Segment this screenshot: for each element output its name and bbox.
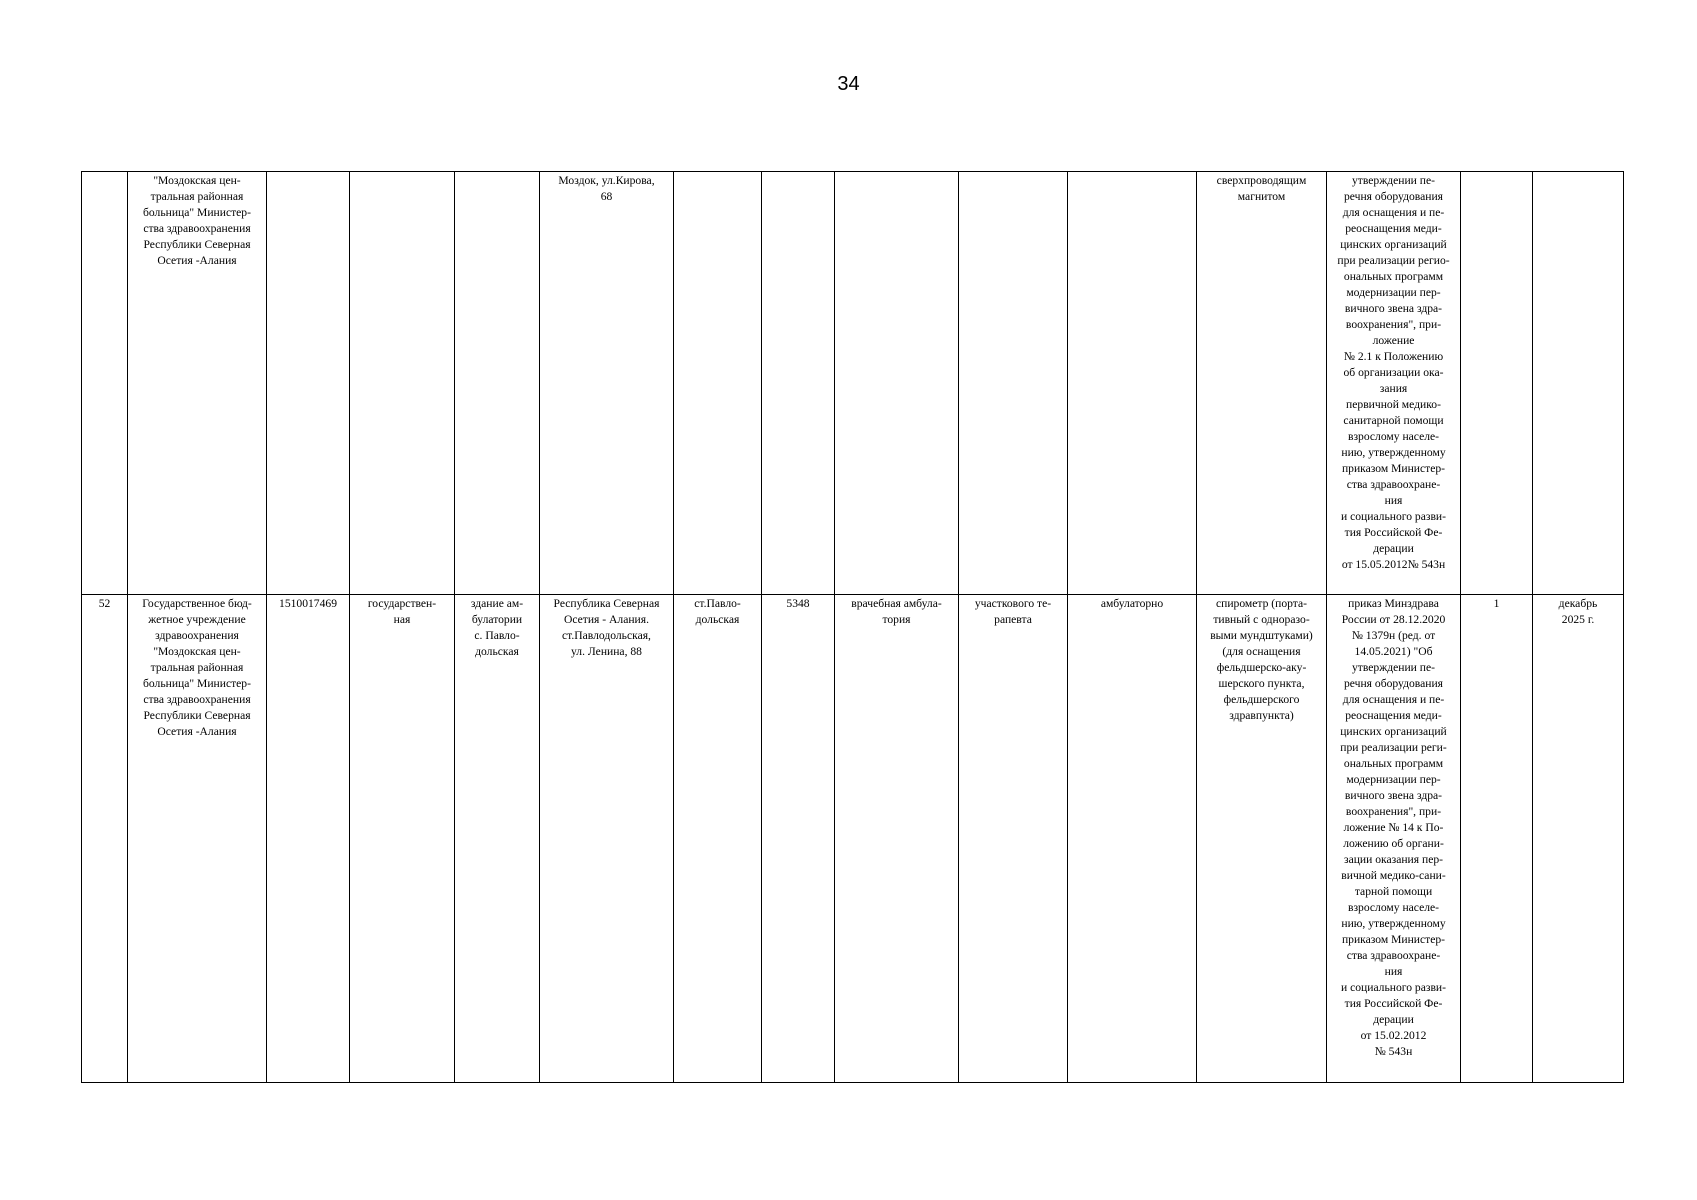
cell-building bbox=[455, 172, 540, 595]
cell-organization: "Моздокская цен- тральная районная больница" Министер- ства здравоохранения Республики Северная Осетия -Алания bbox=[128, 172, 267, 595]
cell-population: 5348 bbox=[762, 595, 835, 1083]
page-number: 34 bbox=[837, 73, 860, 95]
cell-deadline bbox=[1533, 172, 1624, 595]
cell-specialist: участкового те- рапевта bbox=[959, 595, 1068, 1083]
cell-facility-type: врачебная амбула- тория bbox=[835, 595, 959, 1083]
table-row bbox=[82, 595, 1624, 1083]
cell-number bbox=[82, 172, 128, 595]
cell-specialist bbox=[959, 172, 1068, 595]
cell-quantity: 1 bbox=[1461, 595, 1533, 1083]
cell-inn bbox=[267, 172, 350, 595]
cell-settlement bbox=[674, 172, 762, 595]
cell-facility-type bbox=[835, 172, 959, 595]
cell-care-conditions bbox=[1068, 172, 1197, 595]
cell-deadline: декабрь 2025 г. bbox=[1533, 595, 1624, 1083]
cell-equipment: спирометр (порта- тивный с одноразо- выми мундштуками) (для оснащения фельдшерско-аку- шерского пункта, фельдшерского здравпункта) bbox=[1197, 595, 1327, 1083]
cell-care-conditions: амбулаторно bbox=[1068, 595, 1197, 1083]
table-row bbox=[82, 172, 1624, 595]
cell-population bbox=[762, 172, 835, 595]
cell-building: здание ам- булатории с. Павло- дольская bbox=[455, 595, 540, 1083]
cell-quantity bbox=[1461, 172, 1533, 595]
cell-ownership bbox=[350, 172, 455, 595]
cell-inn: 1510017469 bbox=[267, 595, 350, 1083]
cell-regulation: приказ Минздрава России от 28.12.2020 № 1379н (ред. от 14.05.2021) "Об утверждении пе- речня оборудования для оснащения и пе- реоснащения меди- цинских организаций при реализации реги- ональных программ модернизации пер- вичного звена здра- воохранения", при- ложение № 14 к По- ложению об органи- зации оказания пер- вичной медико-сани- тарной помощи взрослому населе- нию, утвержденному приказом Министер- ства здравоохране- ния и социального разви- тия Российской Фе- дерации от 15.02.2012 № 543н bbox=[1327, 595, 1461, 1083]
cell-number: 52 bbox=[82, 595, 128, 1083]
cell-ownership: государствен- ная bbox=[350, 595, 455, 1083]
registry-table bbox=[81, 171, 1624, 1083]
cell-organization: Государственное бюд- жетное учреждение здравоохранения "Моздокская цен- тральная районная больница" Министер- ства здравоохранения Республики Северная Осетия -Алания bbox=[128, 595, 267, 1083]
cell-equipment: сверхпроводящим магнитом bbox=[1197, 172, 1327, 595]
cell-address: Республика Северная Осетия - Алания. ст.Павлодольская, ул. Ленина, 88 bbox=[540, 595, 674, 1083]
cell-regulation: утверждении пе- речня оборудования для оснащения и пе- реоснащения меди- цинских организаций при реализации регио- ональных программ модернизации пер- вичного звена здра- воохранения", при- ложение № 2.1 к Положению об организации ока- зания первичной медико- санитарной помощи взрослому населе- нию, утвержденному приказом Министер- ства здравоохране- ния и социального разви- тия Российской Фе- дерации от 15.05.2012№ 543н bbox=[1327, 172, 1461, 595]
cell-settlement: ст.Павло- дольская bbox=[674, 595, 762, 1083]
cell-address: Моздок, ул.Кирова, 68 bbox=[540, 172, 674, 595]
